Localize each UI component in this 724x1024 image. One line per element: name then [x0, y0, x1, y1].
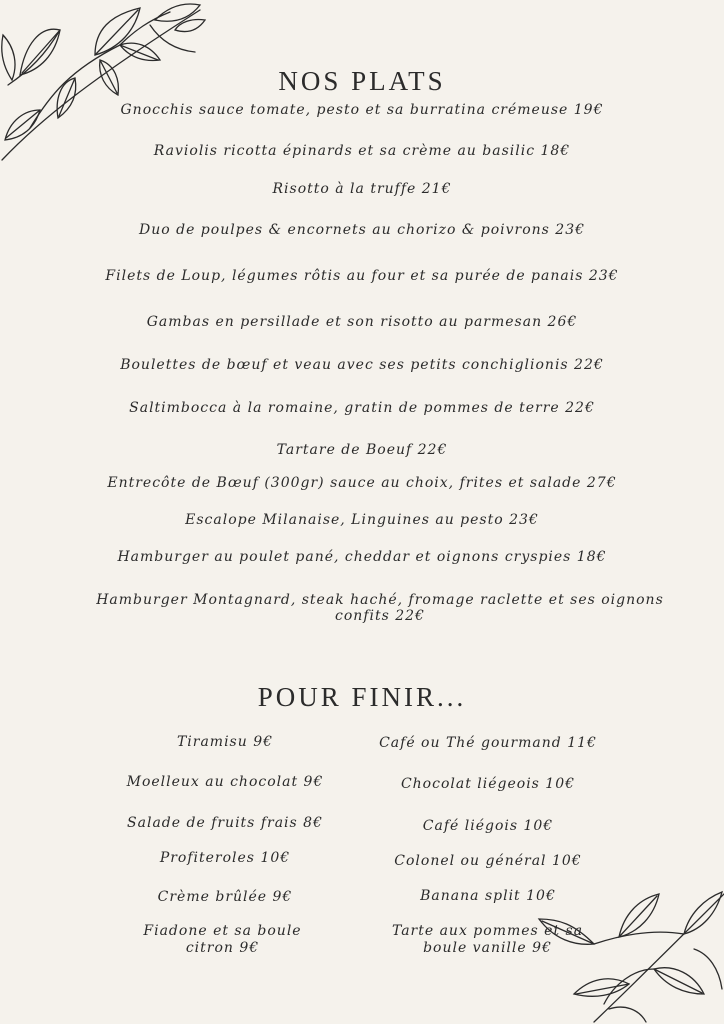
- dish-item: Hamburger Montagnard, steak haché, fromage raclette et ses oignons confits 22€: [96, 592, 664, 624]
- dessert-item: Tiramisu 9€: [176, 734, 274, 750]
- dessert-item: Crème brûlée 9€: [157, 889, 293, 905]
- dish-item: Duo de poulpes & encornets au chorizo & poivrons 23€: [138, 222, 586, 238]
- dish-item: Gnocchis sauce tomate, pesto et sa burratina crémeuse 19€: [120, 102, 604, 118]
- dessert-item: Salade de fruits frais 8€: [127, 815, 323, 831]
- dessert-item: Tarte aux pommes et sa boule vanille 9€: [391, 923, 584, 956]
- dessert-item: Fiadone et sa boule citron 9€: [143, 923, 302, 956]
- section-title-finir: POUR FINIR...: [257, 682, 467, 713]
- dish-item: Risotto à la truffe 21€: [272, 181, 452, 197]
- dessert-item: Moelleux au chocolat 9€: [126, 774, 324, 790]
- dish-item: Escalope Milanaise, Linguines au pesto 23€: [185, 512, 539, 528]
- section-title-plats: NOS PLATS: [278, 66, 446, 97]
- dessert-item: Café ou Thé gourmand 11€: [379, 735, 597, 751]
- dish-item: Boulettes de bœuf et veau avec ses petits conchiglionis 22€: [120, 357, 604, 373]
- dish-item: Gambas en persillade et son risotto au parmesan 26€: [146, 314, 578, 330]
- dish-item: Filets de Loup, légumes rôtis au four et sa purée de panais 23€: [105, 268, 619, 284]
- dish-item: Hamburger au poulet pané, cheddar et oignons cryspies 18€: [117, 549, 607, 565]
- dessert-item: Chocolat liégeois 10€: [400, 776, 576, 792]
- dish-item: Raviolis ricotta épinards et sa crème au basilic 18€: [153, 143, 571, 159]
- dessert-item: Banana split 10€: [420, 888, 556, 904]
- dish-item: Entrecôte de Bœuf (300gr) sauce au choix, frites et salade 27€: [107, 475, 617, 491]
- dessert-item: Café liégois 10€: [422, 818, 554, 834]
- dish-item: Tartare de Boeuf 22€: [276, 442, 448, 458]
- dish-item: Saltimbocca à la romaine, gratin de pommes de terre 22€: [129, 400, 595, 416]
- dessert-item: Colonel ou général 10€: [394, 853, 582, 869]
- dessert-item: Profiteroles 10€: [159, 850, 291, 866]
